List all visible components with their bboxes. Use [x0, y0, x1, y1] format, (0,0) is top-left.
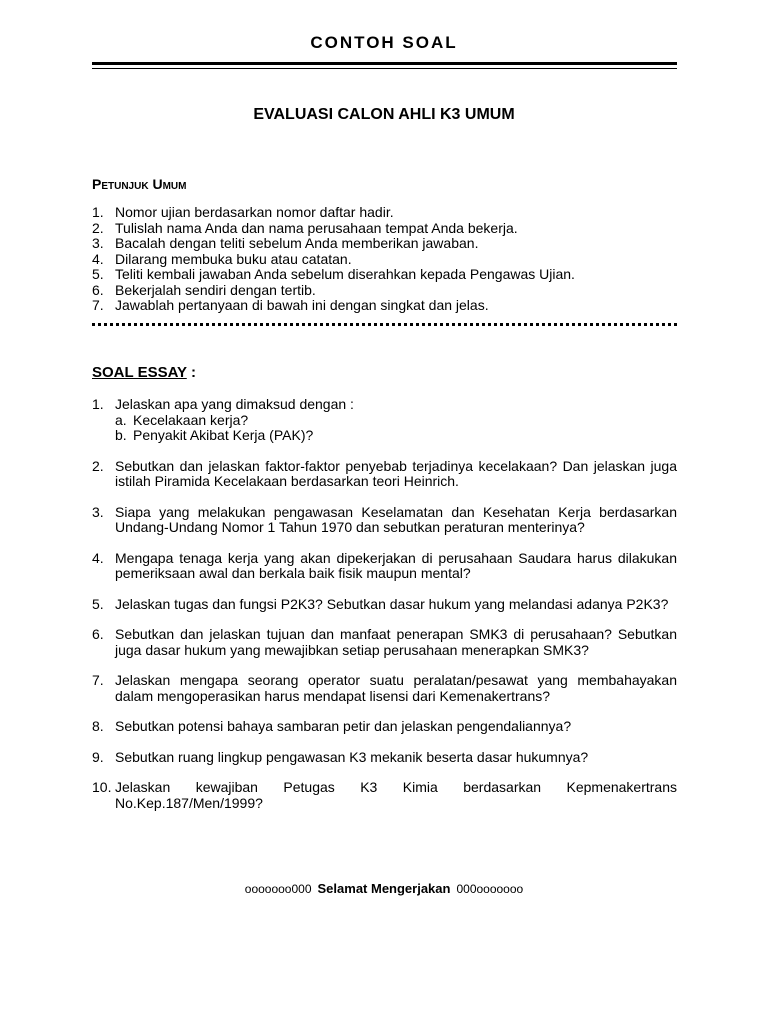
question-text: Jelaskan apa yang dimaksud dengan :	[115, 396, 354, 412]
essay-question: 8. Sebutkan potensi bahaya sambaran petir dan jelaskan pengendaliannya?	[92, 718, 572, 734]
closing-text: Selamat Mengerjakan	[317, 881, 451, 896]
instruction-item: 3. Bacalah dengan teliti sebelum Anda memberikan jawaban.	[92, 235, 479, 251]
essay-question: 2. Sebutkan dan jelaskan faktor-faktor penyebab terjadinya kecelakaan? Dan jelaskan juga istilah Piramida Kecelakaan berdasarkan teori Heinrich.	[92, 457, 677, 489]
question-text: Jelaskan kewajiban Petugas K3 Kimia berdasarkan Kepmenakertrans	[115, 779, 677, 795]
closing-ornament-right: 000ooooooo	[456, 882, 524, 896]
instruction-item: 6. Bekerjalah sendiri dengan tertib.	[92, 281, 316, 298]
page-header: CONTOH SOAL	[310, 33, 458, 52]
closing-message	[0, 881, 768, 896]
essay-question: 1. Jelaskan apa yang dimaksud dengan : a. Kecelakaan kerja? b. Penyakit Akibat Kerja (PAK)?	[92, 397, 677, 444]
essay-question-list	[92, 397, 677, 826]
header-rule-thick	[92, 62, 677, 65]
instructions-heading: Petunjuk Umum	[92, 176, 187, 192]
instruction-item: 7. Jawablah pertanyaan di bawah ini dengan singkat dan jelas.	[92, 297, 489, 313]
instruction-item: 5. Teliti kembali jawaban Anda sebelum diserahkan kepada Pengawas Ujian.	[92, 266, 575, 282]
instruction-item: 2. Tulislah nama Anda dan nama perusahaan tempat Anda bekerja.	[92, 219, 518, 236]
sub-question: a. Kecelakaan kerja?	[115, 411, 249, 428]
essay-question: 5. Jelaskan tugas dan fungsi P2K3? Sebutkan dasar hukum yang melandasi adanya P2K3?	[92, 595, 669, 612]
instruction-item: 4. Dilarang membuka buku atau catatan.	[92, 250, 352, 267]
instructions-list	[92, 205, 677, 314]
essay-heading: SOAL ESSAY :	[92, 364, 196, 381]
document-title: EVALUASI CALON AHLI K3 UMUM	[253, 106, 515, 123]
essay-question: 6. Sebutkan dan jelaskan tujuan dan manfaat penerapan SMK3 di perusahaan? Sebutkan juga dasar hukum yang mewajibkan setiap perusahaan menerapkan SMK3?	[92, 626, 677, 658]
essay-question: 7. Jelaskan mengapa seorang operator suatu peralatan/pesawat yang membahayakan dalam mengoperasikan harus mendapat lisensi dari Kemenakertrans?	[92, 672, 677, 704]
essay-question: 9. Sebutkan ruang lingkup pengawasan K3 mekanik beserta dasar hukumnya?	[92, 748, 589, 765]
question-text: No.Kep.187/Men/1999?	[115, 794, 263, 811]
sub-question: b. Penyakit Akibat Kerja (PAK)?	[115, 427, 314, 443]
header-rule-thin	[92, 68, 677, 69]
instruction-item: 1. Nomor ujian berdasarkan nomor daftar hadir.	[92, 204, 394, 220]
closing-ornament-left: ooooooo000	[244, 882, 312, 896]
dotted-divider	[92, 323, 677, 326]
essay-question: 3. Siapa yang melakukan pengawasan Keselamatan dan Kesehatan Kerja berdasarkan Undang-Undang Nomor 1 Tahun 1970 dan sebutkan peraturan menterinya?	[92, 503, 677, 535]
essay-question: 4. Mengapa tenaga kerja yang akan dipekerjakan di perusahaan Saudara harus dilakukan pemeriksaan awal dan berkala baik fisik maupun mental?	[92, 549, 677, 581]
essay-question: 10. Jelaskan kewajiban Petugas K3 Kimia berdasarkan Kepmenakertrans No.Kep.187/Men/1999?	[92, 779, 677, 811]
